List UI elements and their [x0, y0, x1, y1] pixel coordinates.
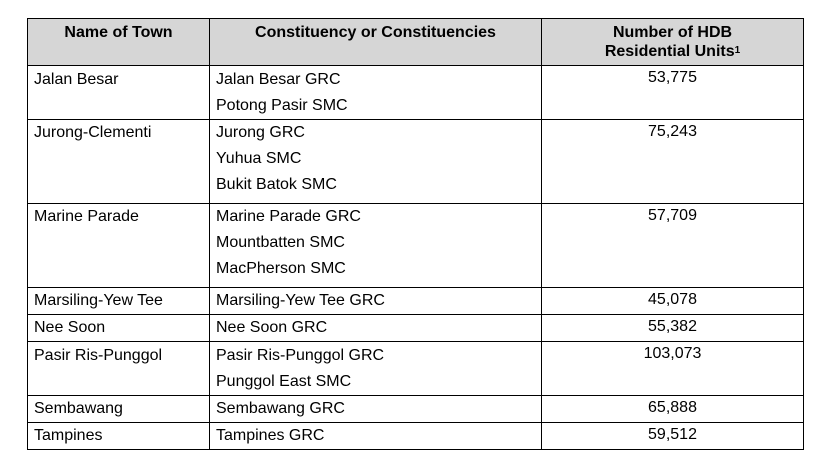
header-units-line2: [542, 42, 803, 61]
constituency-name: Pasir Ris-Punggol GRC: [216, 347, 385, 364]
constituency-name: Jurong GRC: [216, 124, 305, 141]
header-row: [28, 19, 804, 66]
constituency-name: Marsiling-Yew Tee GRC: [216, 292, 385, 309]
units-cell: 55,382: [542, 315, 804, 342]
constituency-name: Mountbatten SMC: [216, 234, 345, 251]
constituency-cell: [210, 423, 542, 450]
constituency-name: Sembawang GRC: [216, 400, 345, 417]
units-cell: 59,512: [542, 423, 804, 450]
constituency-name: Bukit Batok SMC: [216, 176, 337, 193]
table-row: [28, 288, 804, 315]
units-cell: 75,243: [542, 120, 804, 204]
table-row: [28, 66, 804, 120]
units-cell: 57,709: [542, 204, 804, 288]
units-cell: 45,078: [542, 288, 804, 315]
constituency-cell: [210, 204, 542, 288]
table-row: [28, 396, 804, 423]
table-row: [28, 204, 804, 288]
constituency-name: Nee Soon GRC: [216, 319, 328, 336]
constituency-cell: [210, 120, 542, 204]
town-cell: Jalan Besar: [28, 66, 210, 120]
constituency-name: Potong Pasir SMC: [216, 97, 348, 114]
town-cell: Nee Soon: [28, 315, 210, 342]
constituency-name: Punggol East SMC: [216, 373, 352, 390]
header-units-line1: Number of HDB: [612, 24, 733, 41]
footnote-marker: 1: [734, 45, 741, 56]
header-town: Name of Town: [28, 19, 210, 66]
table-row: [28, 342, 804, 396]
units-cell: 53,775: [542, 66, 804, 120]
table-row: [28, 423, 804, 450]
constituency-cell: [210, 342, 542, 396]
constituency-cell: [210, 315, 542, 342]
constituency-name: MacPherson SMC: [216, 260, 346, 277]
hdb-town-table: [27, 18, 804, 450]
constituency-name: Yuhua SMC: [216, 150, 302, 167]
town-cell: Marine Parade: [28, 204, 210, 288]
town-cell: Marsiling-Yew Tee: [28, 288, 210, 315]
table-row: [28, 120, 804, 204]
header-units: [542, 19, 804, 66]
constituency-cell: [210, 66, 542, 120]
header-units-label: Residential Units: [604, 43, 735, 60]
constituency-cell: [210, 396, 542, 423]
header-constituency: Constituency or Constituencies: [210, 19, 542, 66]
constituency-name: Marine Parade GRC: [216, 208, 361, 225]
town-cell: Sembawang: [28, 396, 210, 423]
units-cell: 103,073: [542, 342, 804, 396]
town-cell: Jurong-Clementi: [28, 120, 210, 204]
constituency-name: Jalan Besar GRC: [216, 71, 341, 88]
constituency-cell: [210, 288, 542, 315]
town-cell: Tampines: [28, 423, 210, 450]
town-cell: Pasir Ris-Punggol: [28, 342, 210, 396]
units-cell: 65,888: [542, 396, 804, 423]
constituency-name: Tampines GRC: [216, 427, 325, 444]
table-row: [28, 315, 804, 342]
